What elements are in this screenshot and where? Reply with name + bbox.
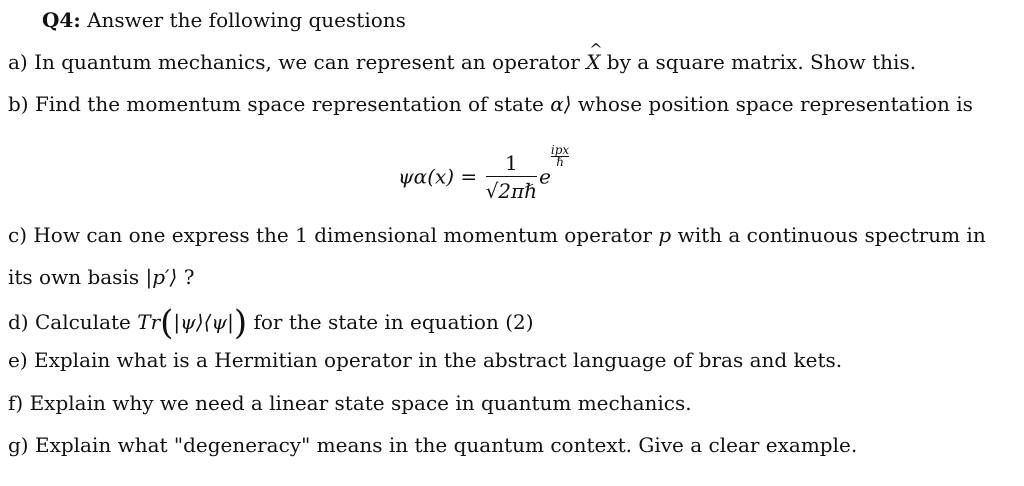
left-paren: ( bbox=[160, 303, 174, 343]
fraction-denominator: √2πℏ bbox=[485, 178, 538, 203]
item-d-text-end: for the state in equation (2) bbox=[253, 310, 534, 334]
item-c-text: c) How can one express the 1 dimensional momentum operator bbox=[8, 223, 653, 247]
exponential-base: e bbox=[539, 164, 551, 189]
trace-symbol: Tr bbox=[137, 310, 161, 334]
item-g: g) Explain what "degeneracy" means in the quantum context. Give a clear example. bbox=[8, 433, 858, 457]
item-c-continued bbox=[8, 265, 194, 289]
item-b-text: b) Find the momentum space representation of state bbox=[8, 92, 544, 116]
item-c-question-mark: ? bbox=[183, 265, 195, 289]
item-b bbox=[8, 92, 973, 116]
item-a bbox=[8, 50, 916, 74]
momentum-symbol: p bbox=[658, 223, 672, 247]
item-c-text-2: its own basis bbox=[8, 265, 140, 289]
item-c-text-end: with a continuous spectrum in bbox=[677, 223, 986, 247]
item-d bbox=[8, 303, 534, 343]
item-f: f) Explain why we need a linear state space in quantum mechanics. bbox=[8, 391, 692, 415]
momentum-ket: |p′⟩ bbox=[145, 265, 178, 289]
question-title bbox=[42, 8, 406, 32]
equation-lhs: ψα(x) = bbox=[398, 164, 478, 189]
item-d-text: d) Calculate bbox=[8, 310, 131, 334]
item-c bbox=[8, 223, 986, 247]
fraction-numerator: 1 bbox=[486, 151, 538, 177]
question-heading: Answer the following questions bbox=[87, 8, 406, 32]
exponent bbox=[551, 145, 569, 168]
exponent-denominator: ℏ bbox=[556, 155, 564, 169]
operator-x: ^ X bbox=[586, 50, 600, 74]
item-e: e) Explain what is a Hermitian operator in the abstract language of bras and kets. bbox=[8, 348, 843, 372]
state-alpha: α⟩ bbox=[550, 92, 572, 116]
projector: |ψ⟩⟨ψ| bbox=[173, 310, 234, 334]
item-a-text-end: by a square matrix. Show this. bbox=[606, 50, 917, 74]
equation-wavefunction bbox=[398, 143, 570, 203]
item-b-text-end: whose position space representation is bbox=[577, 92, 973, 116]
question-number: Q4: bbox=[42, 8, 81, 32]
exponent-numerator: ipx bbox=[550, 143, 570, 157]
right-paren: ) bbox=[233, 303, 248, 343]
equation-fraction bbox=[486, 151, 538, 203]
item-a-text: a) In quantum mechanics, we can represent an operator bbox=[8, 50, 580, 74]
